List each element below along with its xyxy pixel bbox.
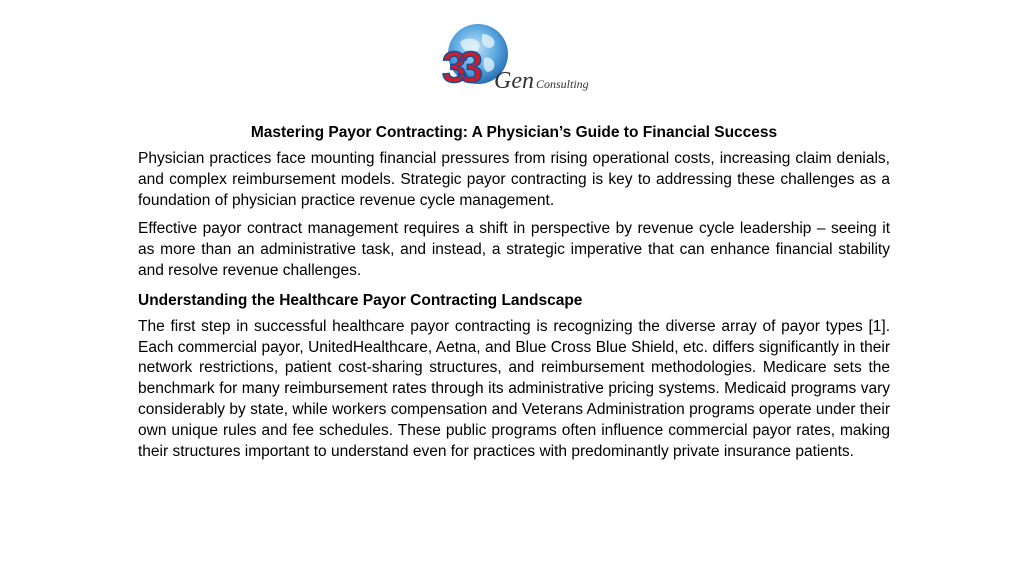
logo-number: 33 — [442, 43, 475, 92]
section-heading: Understanding the Healthcare Payor Contracting Landscape — [138, 291, 583, 309]
logo-suffix: Consulting — [536, 77, 589, 91]
section-paragraph: The first step in successful healthcare payor contracting is recognizing the diverse array of payor types [1]. Each commercial payor, UnitedHealthcare, Aetna, and Blue Cross Blue Shield, etc. differs significantly in their network restrictions, patient cost-sharing structures, and reimbursement methodologies. Medicare sets the benchmark for many reimbursement rates through its administrative pricing systems. Medicaid programs vary considerably by state, while workers compensation and Veterans Administration programs operate under their own unique rules and fee schedules. These public programs often influence commercial payor rates, making their structures important to understand even for practices with predominantly private insurance patients. — [138, 317, 890, 460]
document-title: Mastering Payor Contracting: A Physician’s Guide to Financial Success — [250, 124, 778, 141]
logo-word: Gen — [494, 68, 534, 94]
logo-graphic — [436, 22, 596, 102]
intro-paragraph-1: Physician practices face mounting financial pressures from rising operational costs, increasing claim denials, and complex reimbursement models. Strategic payor contracting is key to addressing these challenges as a foundation of physician practice revenue cycle management. — [138, 150, 890, 209]
intro-paragraph-2: Effective payor contract management requires a shift in perspective by revenue cycle leadership – seeing it as more than an administrative task, and instead, a strategic imperative that can enhance financial stability and resolve revenue challenges. — [138, 220, 890, 279]
document-body — [138, 122, 890, 470]
company-logo — [436, 22, 596, 102]
